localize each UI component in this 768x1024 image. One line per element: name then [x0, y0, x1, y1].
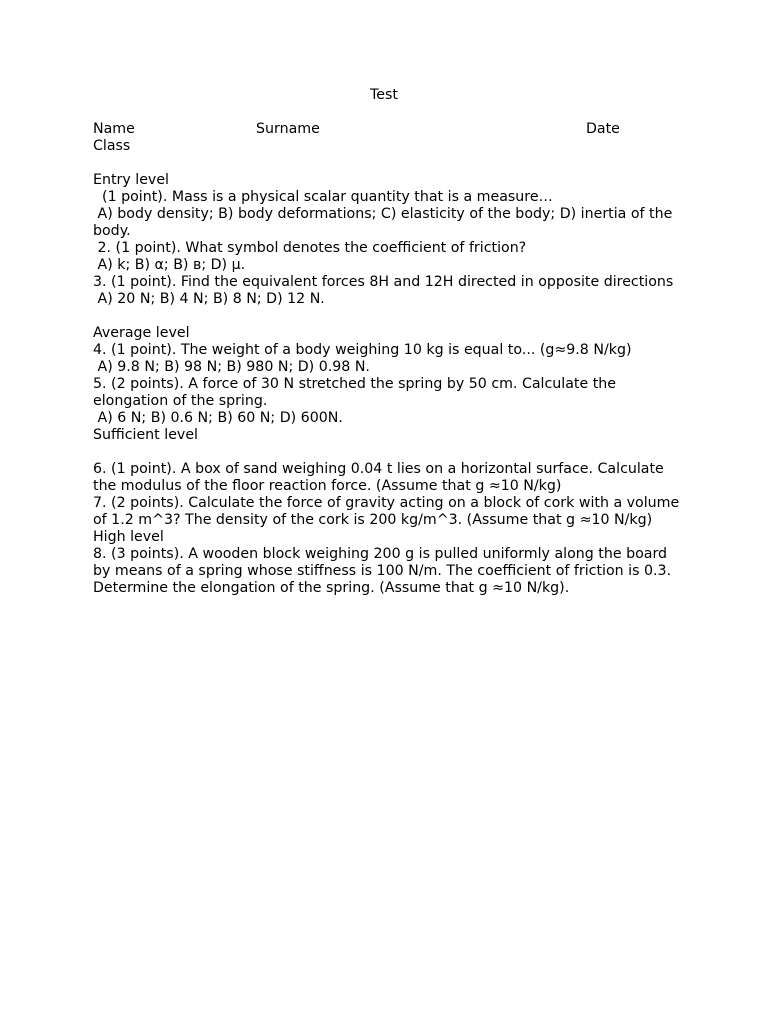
- answers-4: A) 9.8 N; B) 98 N; B) 980 N; D) 0.98 N.: [93, 359, 370, 375]
- answers-1: A) body density; B) body deformations; C) elasticity of the body; D) inertia of the body.: [93, 206, 677, 239]
- blank-line: [93, 444, 683, 461]
- blank-line: [93, 308, 683, 325]
- name-label: Name: [93, 121, 135, 137]
- question-3: 3. (1 point). Find the equivalent forces 8H and 12H directed in opposite directions: [93, 274, 674, 290]
- answers-3: A) 20 N; B) 4 N; B) 8 N; D) 12 N.: [93, 291, 325, 307]
- question-1: (1 point). Mass is a physical scalar quantity that is a measure…: [93, 189, 553, 205]
- section-heading-sufficient: Sufficient level: [93, 427, 198, 443]
- answers-5: A) 6 N; B) 0.6 N; B) 60 N; D) 600N.: [93, 410, 343, 426]
- class-label: Class: [93, 138, 131, 154]
- section-heading-entry: Entry level: [93, 172, 169, 188]
- section-heading-average: Average level: [93, 325, 190, 341]
- question-5: 5. (2 points). A force of 30 N stretched the spring by 50 cm. Calculate the elongation of the spring.: [93, 376, 621, 409]
- date-label: Date: [586, 121, 620, 137]
- question-2: 2. (1 point). What symbol denotes the coefficient of friction?: [93, 240, 527, 256]
- question-6: 6. (1 point). A box of sand weighing 0.04 t lies on a horizontal surface. Calculate the modulus of the floor reaction force. (Assume that g ≈10 N/kg): [93, 461, 669, 494]
- question-7: 7. (2 points). Calculate the force of gravity acting on a block of cork with a volume of 1.2 m^3? The density of the cork is 200 kg/m^3. (Assume that g ≈10 N/kg): [93, 495, 684, 528]
- blank-line: [93, 155, 683, 172]
- document-title: Test: [370, 87, 398, 103]
- question-4: 4. (1 point). The weight of a body weighing 10 kg is equal to... (g≈9.8 N/kg): [93, 342, 632, 358]
- surname-label: Surname: [256, 121, 320, 137]
- section-heading-high: High level: [93, 529, 164, 545]
- answers-2: A) k; B) α; B) в; D) μ.: [93, 257, 246, 273]
- question-8: 8. (3 points). A wooden block weighing 200 g is pulled uniformly along the board by means of a spring whose stiffness is 100 N/m. The coefficient of friction is 0.3. Determine the elongation of the spring. (Assume that g ≈10 N/kg).: [93, 546, 676, 596]
- test-body: [93, 138, 683, 597]
